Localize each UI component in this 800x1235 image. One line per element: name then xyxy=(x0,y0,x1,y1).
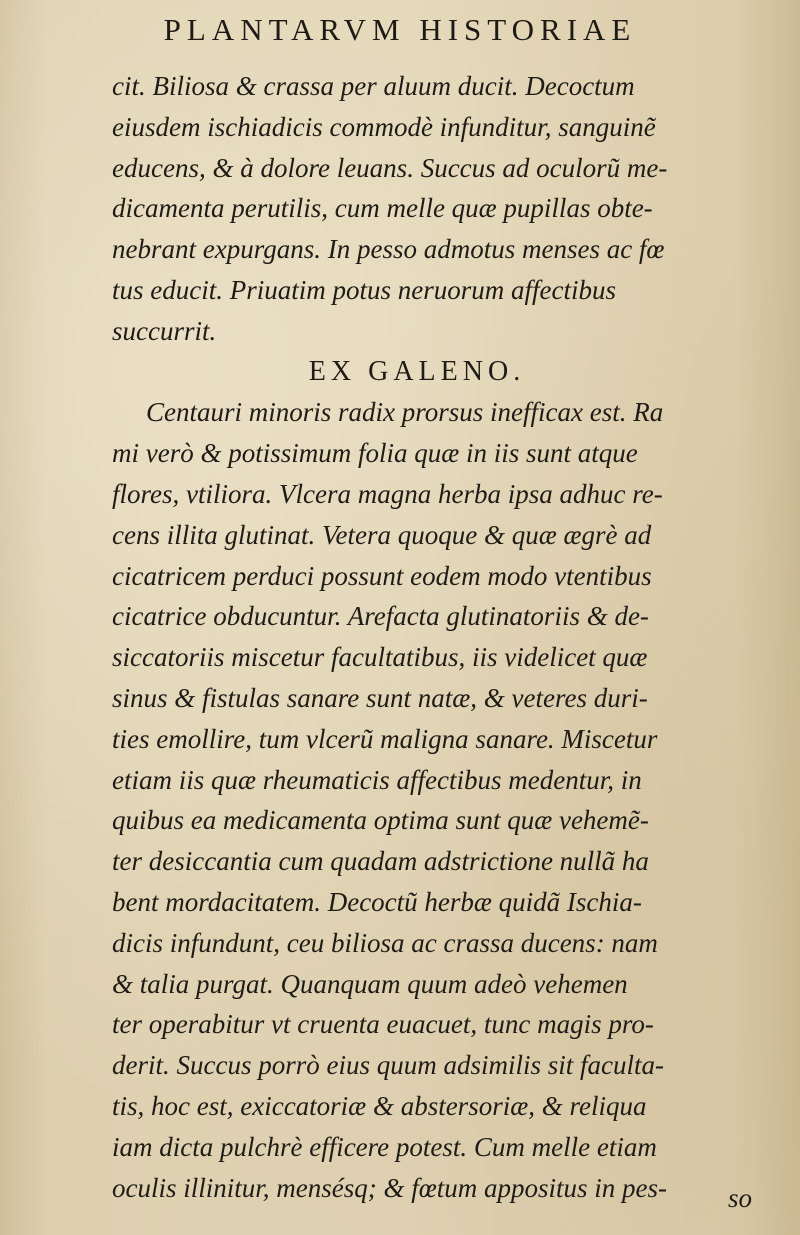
text-line: mi verò & potissimum folia quæ in iis sunt atque xyxy=(112,438,638,469)
text-line: flores, vtiliora. Vlcera magna herba ipsa adhuc re- xyxy=(112,478,663,509)
text-line: ter desiccantia cum quadam adstrictione nullã ha xyxy=(112,846,649,877)
text-line: bent mordacitatem. Decoctũ herbæ quidã Ischia- xyxy=(112,886,642,917)
text-line: dicamenta perutilis, cum melle quæ pupillas obte- xyxy=(112,193,653,224)
text-line: tis, hoc est, exiccatoriæ & abstersoriæ, & reliqua xyxy=(112,1090,647,1121)
text-line: tus educit. Priuatim potus neruorum affectibus xyxy=(112,274,616,305)
text-line: ter operabitur vt cruenta euacuet, tunc magis pro- xyxy=(112,1009,654,1040)
text-line: siccatoriis miscetur facultatibus, iis videlicet quæ xyxy=(112,642,648,673)
text-line: oculis illinitur, mensésq; & fœtum appositus in pes- xyxy=(112,1172,668,1203)
catchword: so xyxy=(728,1183,753,1213)
text-line: succurrit. xyxy=(112,315,217,346)
text-line: eiusdem ischiadicis commodè infunditur, sanguinẽ xyxy=(112,111,656,142)
running-head: PLANTARVM HISTORIAE xyxy=(163,12,637,47)
text-line: Centauri minoris radix prorsus inefficax est. Ra xyxy=(146,397,664,428)
text-line: nebrant expurgans. In pesso admotus menses ac fœ xyxy=(112,234,665,265)
text-line: ties emollire, tum vlcerũ maligna sanare. Miscetur xyxy=(112,723,658,754)
text-line: sinus & fistulas sanare sunt natæ, & veteres duri- xyxy=(112,682,648,713)
text-line: cens illita glutinat. Vetera quoque & quæ ægrè ad xyxy=(112,519,652,550)
text-line: etiam iis quæ rheumaticis affectibus medentur, in xyxy=(112,764,642,795)
text-line: cicatrice obducuntur. Arefacta glutinatoriis & de- xyxy=(112,601,649,632)
text-line: cit. Biliosa & crassa per aluum ducit. Decoctum xyxy=(112,71,635,101)
text-line: educens, & à dolore leuans. Succus ad oculorũ me- xyxy=(112,152,668,183)
section-heading: EX GALENO. xyxy=(308,355,526,387)
text-line: iam dicta pulchrè efficere potest. Cum melle etiam xyxy=(112,1131,657,1162)
text-line: quibus ea medicamenta optima sunt quæ vehemẽ- xyxy=(112,805,649,836)
text-line: & talia purgat. Quanquam quum adeò vehemen xyxy=(112,968,628,999)
text-line: dicis infundunt, ceu biliosa ac crassa ducens: nam xyxy=(112,927,658,958)
text-line: cicatricem perduci possunt eodem modo vtentibus xyxy=(112,560,652,591)
text-block xyxy=(112,66,762,1208)
text-line: derit. Succus porrò eius quum adsimilis sit faculta- xyxy=(112,1050,664,1081)
